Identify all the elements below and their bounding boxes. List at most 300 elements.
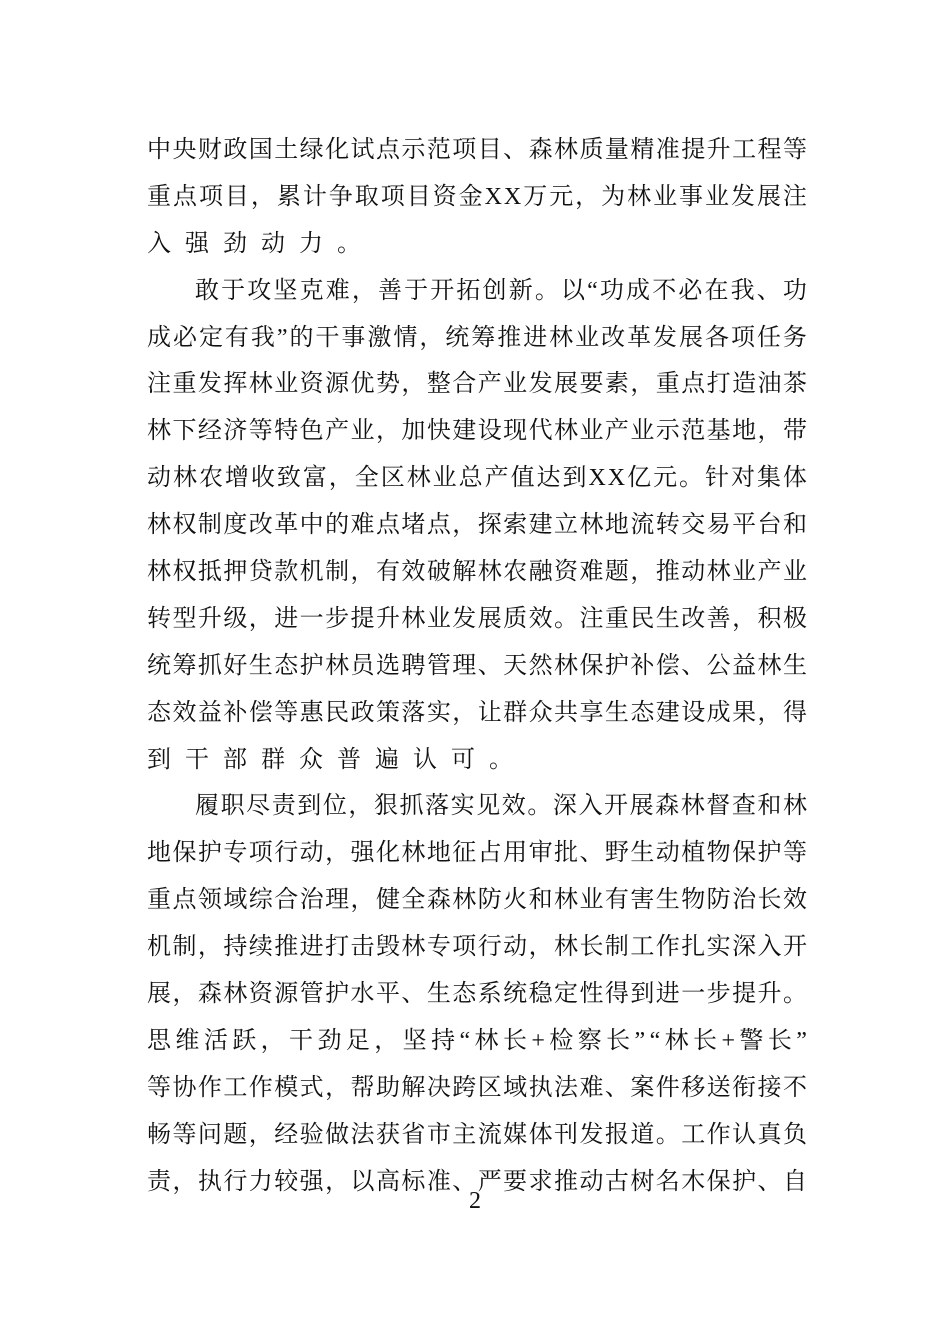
character: 到 — [297, 793, 322, 820]
character: 管 — [299, 981, 324, 1008]
character: 区 — [477, 1074, 502, 1101]
character: 实 — [706, 934, 731, 961]
character: 偿 — [655, 652, 680, 679]
character: 统 — [503, 981, 528, 1008]
character: 目 — [224, 183, 249, 210]
character: 易 — [706, 512, 731, 539]
character: 一 — [299, 605, 324, 632]
character: 林 — [401, 934, 426, 961]
character: 展 — [554, 371, 578, 398]
character: + — [721, 1027, 735, 1054]
character: 力 — [248, 1168, 273, 1195]
character: 创 — [482, 277, 507, 304]
character: 察 — [577, 1027, 602, 1054]
character: 省 — [401, 1121, 426, 1148]
character: 要 — [503, 1168, 528, 1195]
character: 跃 — [232, 1027, 257, 1054]
character: 业 — [579, 418, 604, 445]
character: 针 — [705, 465, 729, 492]
character: 综 — [248, 887, 273, 914]
character: ， — [325, 1168, 350, 1195]
character: 成 — [706, 699, 731, 726]
character: 提 — [681, 137, 706, 163]
character: 。 — [782, 981, 807, 1008]
character: 众 — [528, 699, 553, 726]
character: 。 — [679, 465, 704, 492]
character: 等 — [274, 699, 299, 726]
character: 在 — [704, 277, 729, 304]
character: 开 — [782, 934, 807, 961]
character: 道 — [630, 1121, 655, 1148]
character: 防 — [706, 887, 731, 914]
character: 改 — [248, 512, 273, 539]
character: 森 — [655, 793, 680, 820]
character: 物 — [706, 840, 731, 867]
character: 生 — [782, 652, 807, 679]
character: 、 — [452, 1168, 477, 1195]
character: 挥 — [223, 371, 248, 398]
character: 业 — [705, 183, 729, 210]
character: 较 — [274, 1168, 299, 1195]
text-line — [147, 502, 807, 549]
character: 等 — [248, 418, 273, 445]
character: 林 — [554, 887, 578, 914]
character: 工 — [681, 1121, 706, 1148]
character: 态 — [452, 981, 477, 1008]
character: 到 — [630, 981, 655, 1008]
character: 享 — [579, 699, 604, 726]
character: 林 — [627, 183, 652, 210]
character: 跨 — [452, 1074, 477, 1101]
character: 项 — [248, 840, 273, 867]
character: 地 — [147, 840, 171, 867]
character: 共 — [554, 699, 578, 726]
character: 验 — [299, 1121, 324, 1148]
character: 现 — [503, 418, 528, 445]
character: 案 — [630, 1074, 655, 1101]
character: 长 — [579, 934, 604, 961]
character: 和 — [528, 887, 553, 914]
character: ， — [630, 559, 655, 586]
character: 动 — [503, 934, 528, 961]
character: 各 — [704, 324, 729, 351]
character: 攻 — [247, 277, 272, 304]
character: 动 — [147, 465, 171, 492]
character: 护 — [299, 652, 324, 679]
character: 造 — [732, 371, 757, 398]
character: 林 — [147, 559, 171, 586]
character: 林 — [706, 559, 731, 586]
character: 工 — [630, 934, 655, 961]
character: 深 — [552, 793, 577, 820]
character: 发 — [653, 324, 678, 351]
character: 激 — [367, 324, 392, 351]
character: 、 — [756, 277, 781, 304]
character: 林 — [406, 465, 431, 492]
character: 富 — [302, 465, 327, 492]
character: 选 — [375, 652, 400, 679]
character: 工 — [223, 1074, 248, 1101]
character: 堵 — [401, 512, 426, 539]
character: 保 — [172, 840, 197, 867]
character: 资 — [554, 559, 578, 586]
character: 、 — [477, 652, 502, 679]
character: 台 — [757, 512, 782, 539]
character: 、 — [401, 981, 426, 1008]
character: 强 — [299, 1168, 324, 1195]
character: 总 — [458, 465, 483, 492]
character: 功 — [599, 277, 624, 304]
character: 源 — [274, 981, 299, 1008]
character: 等 — [147, 1074, 171, 1101]
character: 害 — [630, 887, 655, 914]
character: 平 — [732, 512, 757, 539]
character: 模 — [274, 1074, 299, 1101]
character: 资 — [299, 371, 324, 398]
character: 成 — [626, 277, 651, 304]
character: 款 — [274, 559, 299, 586]
character: 效 — [501, 793, 526, 820]
character: 建 — [528, 512, 553, 539]
character: 标 — [401, 1168, 426, 1195]
character: 绿 — [299, 137, 324, 163]
character: ， — [325, 1074, 350, 1101]
character: 林 — [452, 887, 477, 914]
character: 全 — [401, 887, 426, 914]
character: 设 — [477, 418, 502, 445]
character: 积 — [757, 605, 782, 632]
character: 的 — [325, 512, 350, 539]
character: 快 — [426, 418, 451, 445]
character: 实 — [426, 699, 451, 726]
character: 到 — [562, 465, 587, 492]
character: “ — [587, 277, 598, 304]
character: 项 — [380, 183, 405, 210]
character: 发 — [197, 371, 222, 398]
character: 林 — [474, 1027, 499, 1054]
character: 机 — [147, 934, 171, 961]
character: 生 — [604, 699, 629, 726]
character: 地 — [732, 418, 757, 445]
character: 点 — [375, 137, 400, 163]
character: 重 — [655, 371, 680, 398]
character: 业 — [426, 605, 451, 632]
character: 代 — [528, 418, 553, 445]
character: 和 — [782, 512, 807, 539]
character: ， — [419, 324, 444, 351]
character: 推 — [655, 559, 680, 586]
character: 破 — [426, 559, 451, 586]
character: 型 — [172, 605, 197, 632]
character: 经 — [274, 1121, 299, 1148]
character: 交 — [681, 512, 706, 539]
character: 重 — [172, 371, 197, 398]
character: 林 — [248, 371, 273, 398]
character: 林 — [554, 652, 578, 679]
character: 制 — [325, 559, 350, 586]
character: 植 — [681, 840, 706, 867]
character: 试 — [350, 137, 375, 163]
character: 展 — [477, 605, 502, 632]
character: 入 — [578, 793, 603, 820]
character: 长 — [606, 1027, 631, 1054]
character: 征 — [452, 840, 477, 867]
character: 准 — [426, 1168, 451, 1195]
character: 坚 — [402, 1027, 427, 1054]
character: 补 — [630, 652, 655, 679]
character: 发 — [452, 605, 477, 632]
character: 体 — [782, 465, 807, 492]
character: 业 — [274, 371, 299, 398]
character: 点 — [172, 887, 197, 914]
character: 益 — [732, 652, 757, 679]
character: ” — [634, 1027, 646, 1054]
character: 升 — [375, 605, 400, 632]
character: 势 — [375, 371, 400, 398]
paragraph-3 — [147, 783, 807, 1205]
character: 定 — [198, 324, 223, 351]
character: 主 — [452, 1121, 477, 1148]
character: 财 — [197, 137, 222, 163]
character: 以 — [350, 1168, 375, 1195]
text-line: 到干部群众普遍认可。 — [147, 746, 527, 773]
character: 督 — [706, 793, 731, 820]
character: 动 — [681, 559, 706, 586]
character: ， — [757, 418, 782, 445]
character: 加 — [401, 418, 426, 445]
character: ， — [197, 934, 222, 961]
character: 畅 — [147, 1121, 171, 1148]
character: 效 — [401, 559, 426, 586]
character: 干 — [289, 1027, 314, 1054]
character: 对 — [730, 465, 755, 492]
character: 资 — [248, 981, 273, 1008]
character: 尽 — [246, 793, 271, 820]
character: 解 — [452, 559, 477, 586]
paragraph-2 — [147, 268, 807, 784]
character: 保 — [706, 1168, 731, 1195]
character: 问 — [197, 1121, 222, 1148]
character: 接 — [757, 1074, 782, 1101]
character: 我 — [730, 277, 755, 304]
character: 动 — [655, 840, 680, 867]
character: 作 — [197, 1074, 222, 1101]
character: 干 — [315, 324, 340, 351]
character: 国 — [248, 137, 273, 163]
character: 高 — [375, 1168, 400, 1195]
character: 茶 — [782, 371, 807, 398]
character: 展 — [147, 981, 171, 1008]
character: ， — [325, 840, 350, 867]
character: 防 — [477, 887, 502, 914]
character: + — [531, 1027, 545, 1054]
character: 级 — [223, 605, 248, 632]
character: 集 — [756, 465, 781, 492]
character: 进 — [523, 324, 548, 351]
character: 长 — [502, 1027, 527, 1054]
character: 开 — [604, 793, 628, 820]
character: 农 — [503, 559, 528, 586]
character: 动 — [579, 1168, 604, 1195]
character: 抓 — [399, 793, 424, 820]
text-line — [147, 408, 807, 455]
character: 群 — [503, 699, 528, 726]
character: 职 — [220, 793, 245, 820]
character: 注 — [147, 371, 171, 398]
character: ， — [348, 793, 373, 820]
character: 然 — [528, 652, 553, 679]
character: 森 — [528, 137, 553, 163]
character: 收 — [250, 465, 275, 492]
character: X — [484, 183, 502, 210]
character: 点 — [375, 512, 400, 539]
character: ， — [248, 605, 273, 632]
character: 进 — [274, 605, 299, 632]
character: 基 — [706, 418, 731, 445]
character: 程 — [757, 137, 782, 163]
character: 点 — [681, 371, 706, 398]
character: ， — [732, 605, 757, 632]
character: 协 — [172, 1074, 197, 1101]
character: 、 — [681, 652, 706, 679]
character: 。 — [534, 277, 559, 304]
character: 质 — [503, 605, 528, 632]
character: 责 — [271, 793, 296, 820]
character: 业 — [782, 559, 807, 586]
text-line — [147, 924, 807, 971]
character: ， — [172, 1168, 197, 1195]
character: 进 — [655, 981, 680, 1008]
character: 生 — [630, 840, 655, 867]
character: 实 — [450, 793, 475, 820]
character: 执 — [197, 1168, 222, 1195]
character: 严 — [477, 1168, 502, 1195]
character: 位 — [322, 793, 347, 820]
character: 业 — [653, 183, 678, 210]
character: “ — [459, 1027, 471, 1054]
character: 深 — [732, 934, 757, 961]
character: 生 — [426, 981, 451, 1008]
character: 改 — [681, 605, 706, 632]
character: 认 — [732, 1121, 757, 1148]
paragraph-1 — [147, 127, 807, 268]
character: 林 — [325, 652, 350, 679]
character: 打 — [325, 934, 350, 961]
character: 业 — [503, 371, 528, 398]
character: 式 — [299, 1074, 324, 1101]
character: 提 — [350, 605, 375, 632]
character: 自 — [782, 1168, 807, 1195]
character: 专 — [426, 934, 451, 961]
character: 农 — [198, 465, 223, 492]
character: 让 — [477, 699, 502, 726]
text-line — [147, 830, 807, 877]
character: 做 — [325, 1121, 350, 1148]
character: 重 — [147, 887, 171, 914]
text-line — [147, 783, 807, 830]
text-line — [147, 596, 807, 643]
character: 示 — [401, 137, 426, 163]
character: 筹 — [172, 652, 197, 679]
character: 一 — [681, 981, 706, 1008]
character: 护 — [757, 840, 782, 867]
character: 益 — [197, 699, 222, 726]
character: 野 — [604, 840, 629, 867]
character: 效 — [782, 887, 807, 914]
character: 项 — [452, 137, 477, 163]
character: 源 — [325, 371, 350, 398]
character: 作 — [248, 1074, 273, 1101]
character: 发 — [730, 183, 755, 210]
character: 态 — [274, 652, 299, 679]
character: 见 — [476, 793, 501, 820]
character: 革 — [627, 324, 652, 351]
character: 等 — [782, 840, 807, 867]
character: 注 — [782, 183, 807, 210]
character: 目 — [477, 137, 502, 163]
character: 域 — [223, 887, 248, 914]
character: 制 — [197, 512, 222, 539]
character: 制 — [172, 934, 197, 961]
character: 的 — [289, 324, 314, 351]
character: 入 — [757, 934, 782, 961]
character: ， — [350, 559, 375, 586]
character: 定 — [554, 981, 578, 1008]
character: 稳 — [528, 981, 553, 1008]
character: 得 — [604, 981, 629, 1008]
character: 取 — [354, 183, 379, 210]
character: 展 — [679, 324, 703, 351]
character: 重 — [147, 183, 171, 210]
character: ， — [328, 465, 353, 492]
text-line — [147, 315, 807, 362]
character: 维 — [175, 1027, 200, 1054]
character: 物 — [681, 887, 706, 914]
character: 森 — [197, 981, 222, 1008]
character: 转 — [655, 512, 680, 539]
character: ” — [796, 1027, 807, 1054]
character: 推 — [554, 1168, 578, 1195]
character: 亿 — [627, 465, 652, 492]
character: 态 — [147, 699, 171, 726]
character: 护 — [325, 981, 350, 1008]
character: 行 — [274, 840, 299, 867]
character: 区 — [380, 465, 405, 492]
character: 制 — [604, 934, 629, 961]
character: 情 — [393, 324, 418, 351]
character: 法 — [554, 1074, 578, 1101]
character: 不 — [652, 277, 677, 304]
character: 审 — [528, 840, 553, 867]
character: ， — [452, 512, 477, 539]
character: 用 — [503, 840, 528, 867]
character: 难 — [579, 559, 604, 586]
character: 果 — [732, 699, 757, 726]
character: 林 — [223, 981, 248, 1008]
character: 带 — [782, 418, 807, 445]
character: 护 — [197, 840, 222, 867]
character: 油 — [757, 371, 782, 398]
character: 治 — [299, 887, 324, 914]
character: 护 — [604, 652, 629, 679]
character: 整 — [426, 371, 451, 398]
character: X — [588, 465, 606, 492]
character: 点 — [426, 512, 451, 539]
character: 业 — [579, 887, 604, 914]
character: 火 — [503, 887, 528, 914]
character: 目 — [406, 183, 431, 210]
character: 建 — [655, 699, 680, 726]
